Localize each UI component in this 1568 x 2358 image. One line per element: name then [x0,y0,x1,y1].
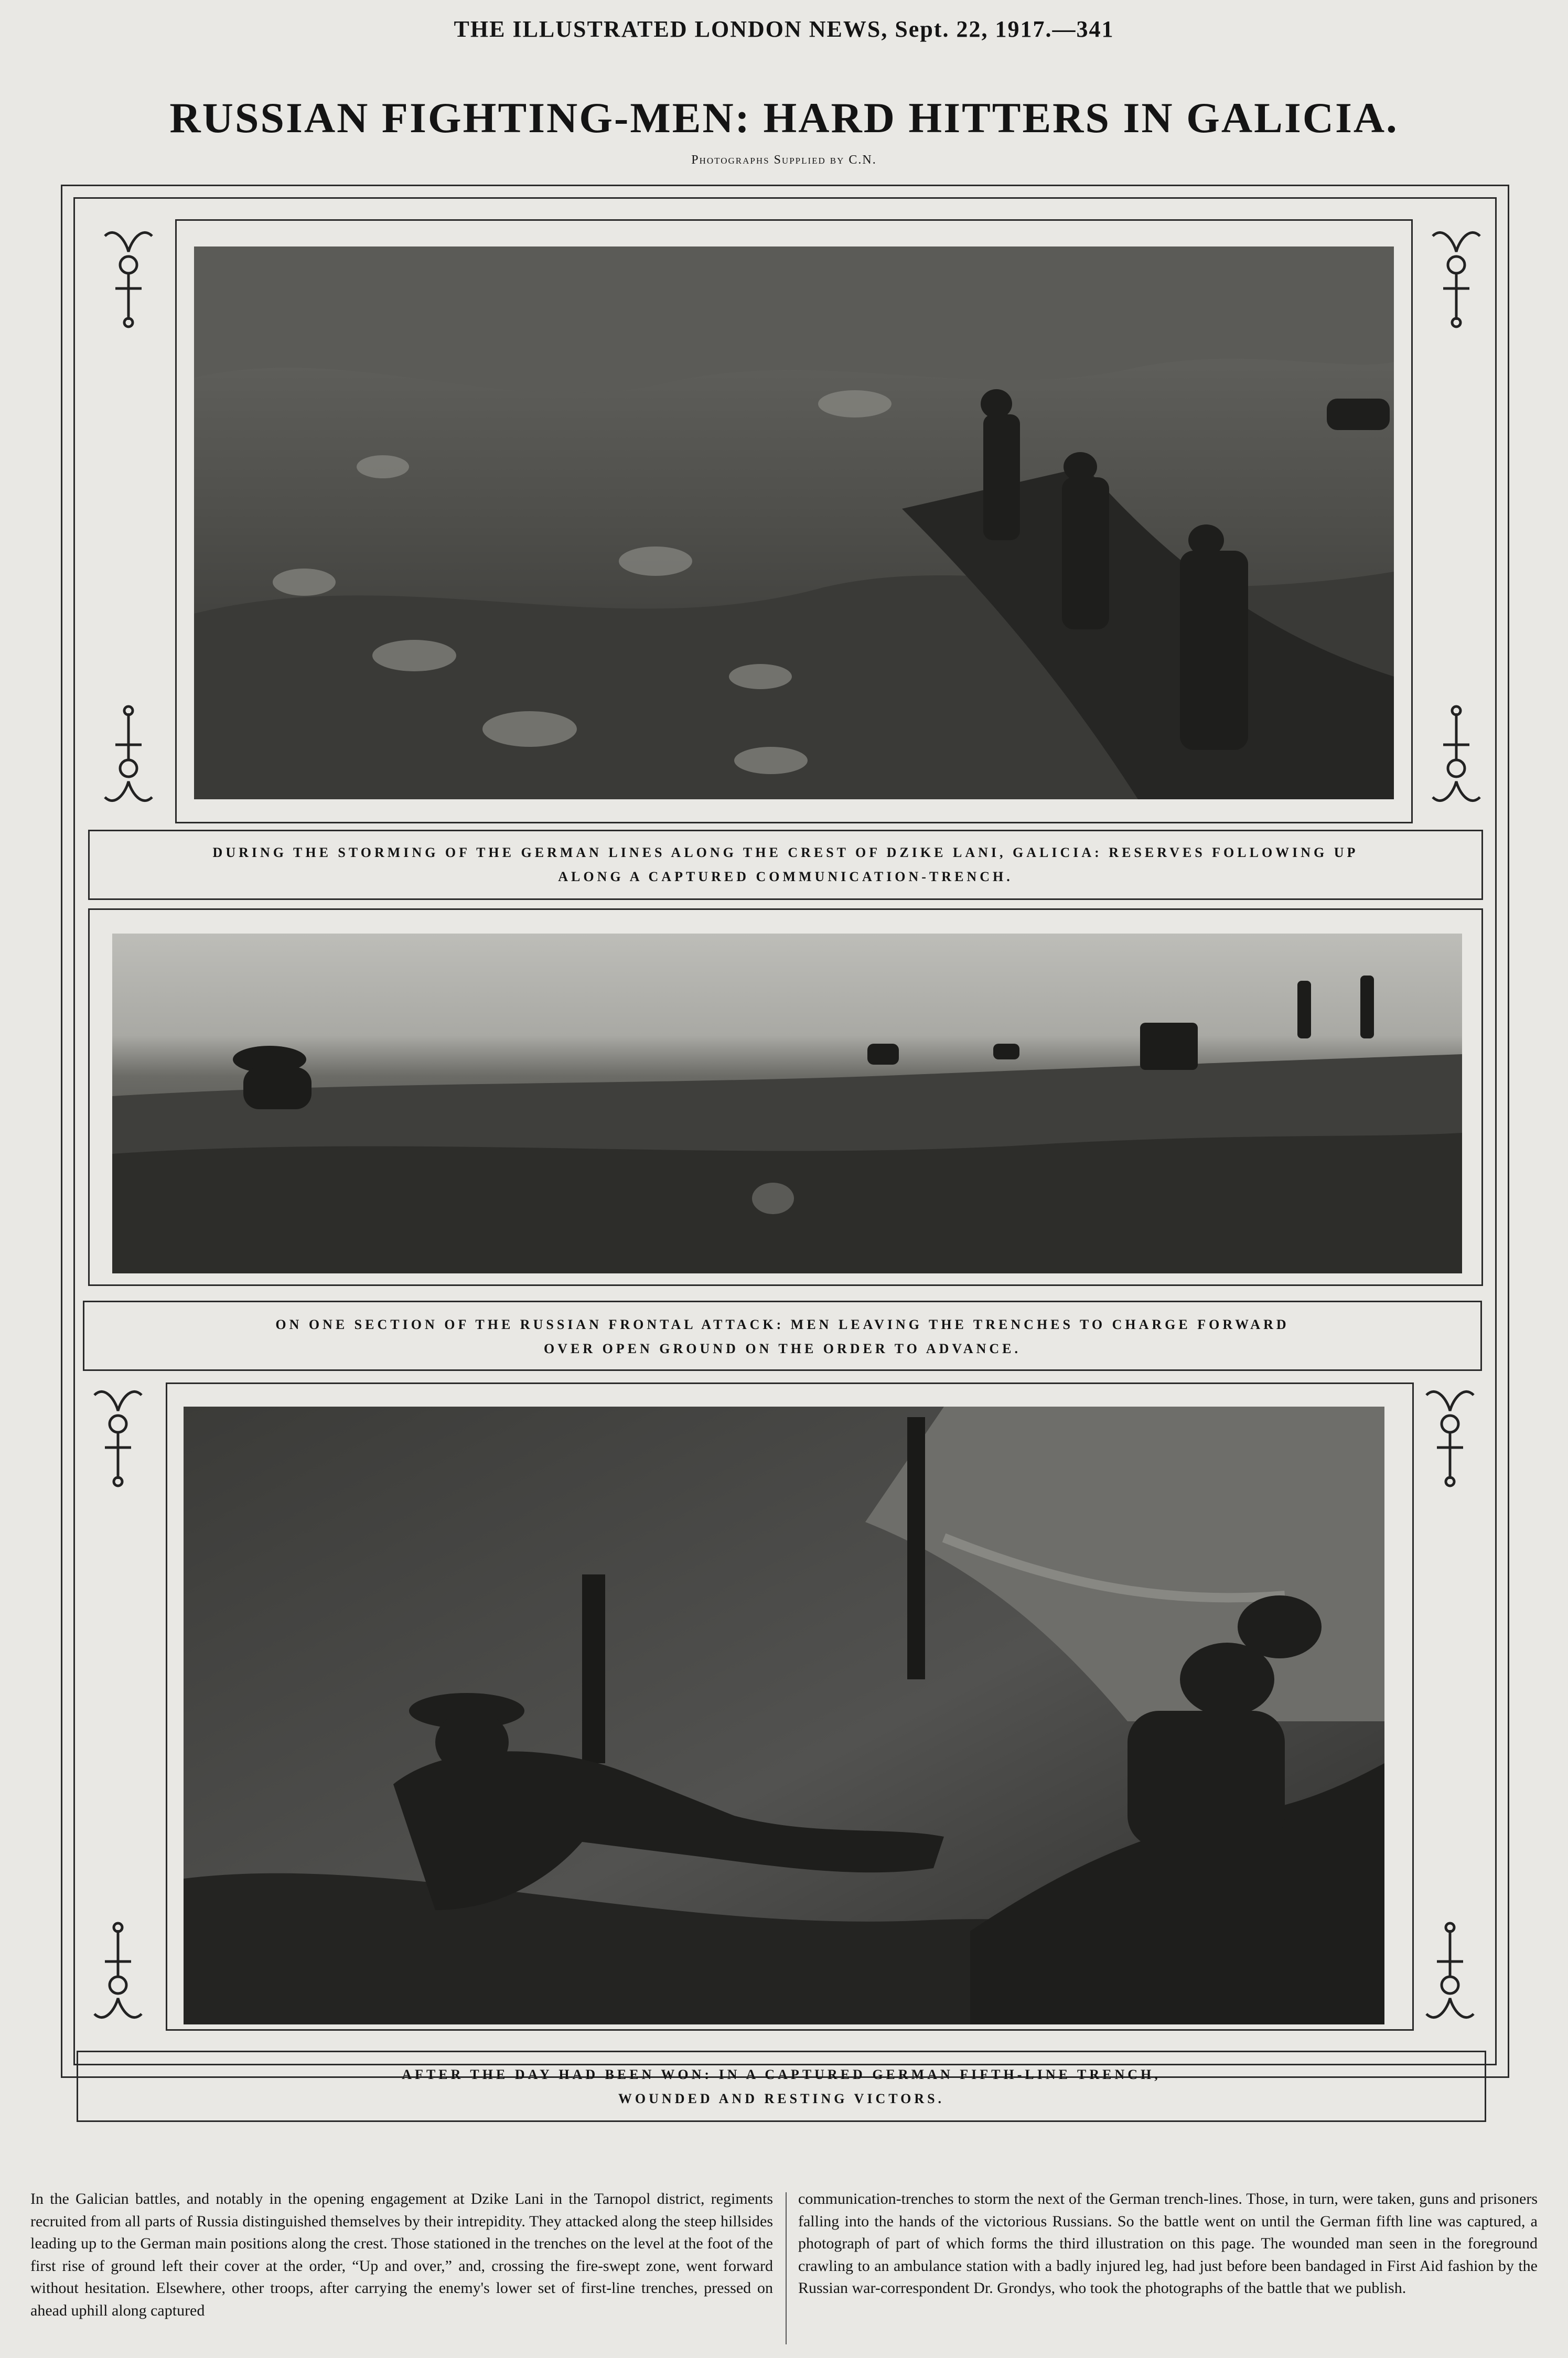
ornament-flourish-icon [84,1920,152,2030]
photo-2-frontal-attack [112,934,1462,1273]
article-column-right: communication-trenches to storm the next of the German trench-lines. Those, in turn, were taken, guns and prisoners falling into the hands of the victorious Russians. So the battle went on until the German fifth line was captured, a photograph of part of which forms the third illustration on this page. The wounded man seen in the foreground crawling to an ambulance station with a badly injured leg, had just before been bandaged in First Aid fashion by the Russian war-correspondent Dr. Grondys, who took the photographs of the battle that we publish. [798,2190,1538,2297]
caption-1-line-1: DURING THE STORMING OF THE GERMAN LINES ALONG THE CREST OF DZIKE LANI, GALICIA: RESERVES FOLLOWING UP [212,845,1359,860]
caption-3-line-2: WOUNDED AND RESTING VICTORS. [618,2091,945,2106]
page-title: RUSSIAN FIGHTING-MEN: HARD HITTERS IN GALICIA. [169,94,1399,142]
caption-box-2 [83,1301,1482,1371]
caption-3-line-1: AFTER THE DAY HAD BEEN WON: IN A CAPTURED GERMAN FIFTH-LINE TRENCH, [402,2067,1161,2082]
caption-2 [84,1313,1480,1361]
caption-1 [90,841,1481,889]
running-head: THE ILLUSTRATED LONDON NEWS, Sept. 22, 1917.—341 [454,16,1114,42]
caption-box-1 [88,830,1483,900]
caption-box-3 [77,2051,1486,2122]
ornament-flourish-icon [1416,1920,1484,2030]
photo-3-fifth-line-trench [184,1407,1384,2024]
ornament-flourish-icon [84,1379,152,1489]
caption-2-line-2: OVER OPEN GROUND ON THE ORDER TO ADVANCE. [543,1341,1022,1356]
photo-1-trench-reserves [194,246,1394,799]
caption-1-line-2: ALONG A CAPTURED COMMUNICATION-TRENCH. [558,869,1013,884]
ornament-flourish-icon [1422,220,1490,330]
ornament-flourish-icon [1416,1379,1484,1489]
ornament-flourish-icon [94,703,163,813]
caption-3 [78,2063,1485,2111]
photo-credit: Photographs Supplied by C.N. [691,153,877,167]
ornament-flourish-icon [1422,703,1490,813]
caption-2-line-1: ON ONE SECTION OF THE RUSSIAN FRONTAL ATTACK: MEN LEAVING THE TRENCHES TO CHARGE FORWARD [275,1317,1290,1332]
article-column-left: In the Galician battles, and notably in the opening engagement at Dzike Lani in the Tarnopol district, regiments recruited from all parts of Russia distinguished themselves by their intrepidity. They attacked along the steep hillsides leading up to the German main positions along the crest. Those stationed in the trenches on the level at the foot of the first rise of ground left their cover at the order, “Up and over,” and, crossing the fire-swept zone, went forward without hesitation. Elsewhere, other troops, after carrying the enemy's lower set of first-line trenches, pressed on ahead uphill along captured [30,2190,773,2319]
column-divider [786,2192,787,2344]
ornament-flourish-icon [94,220,163,330]
